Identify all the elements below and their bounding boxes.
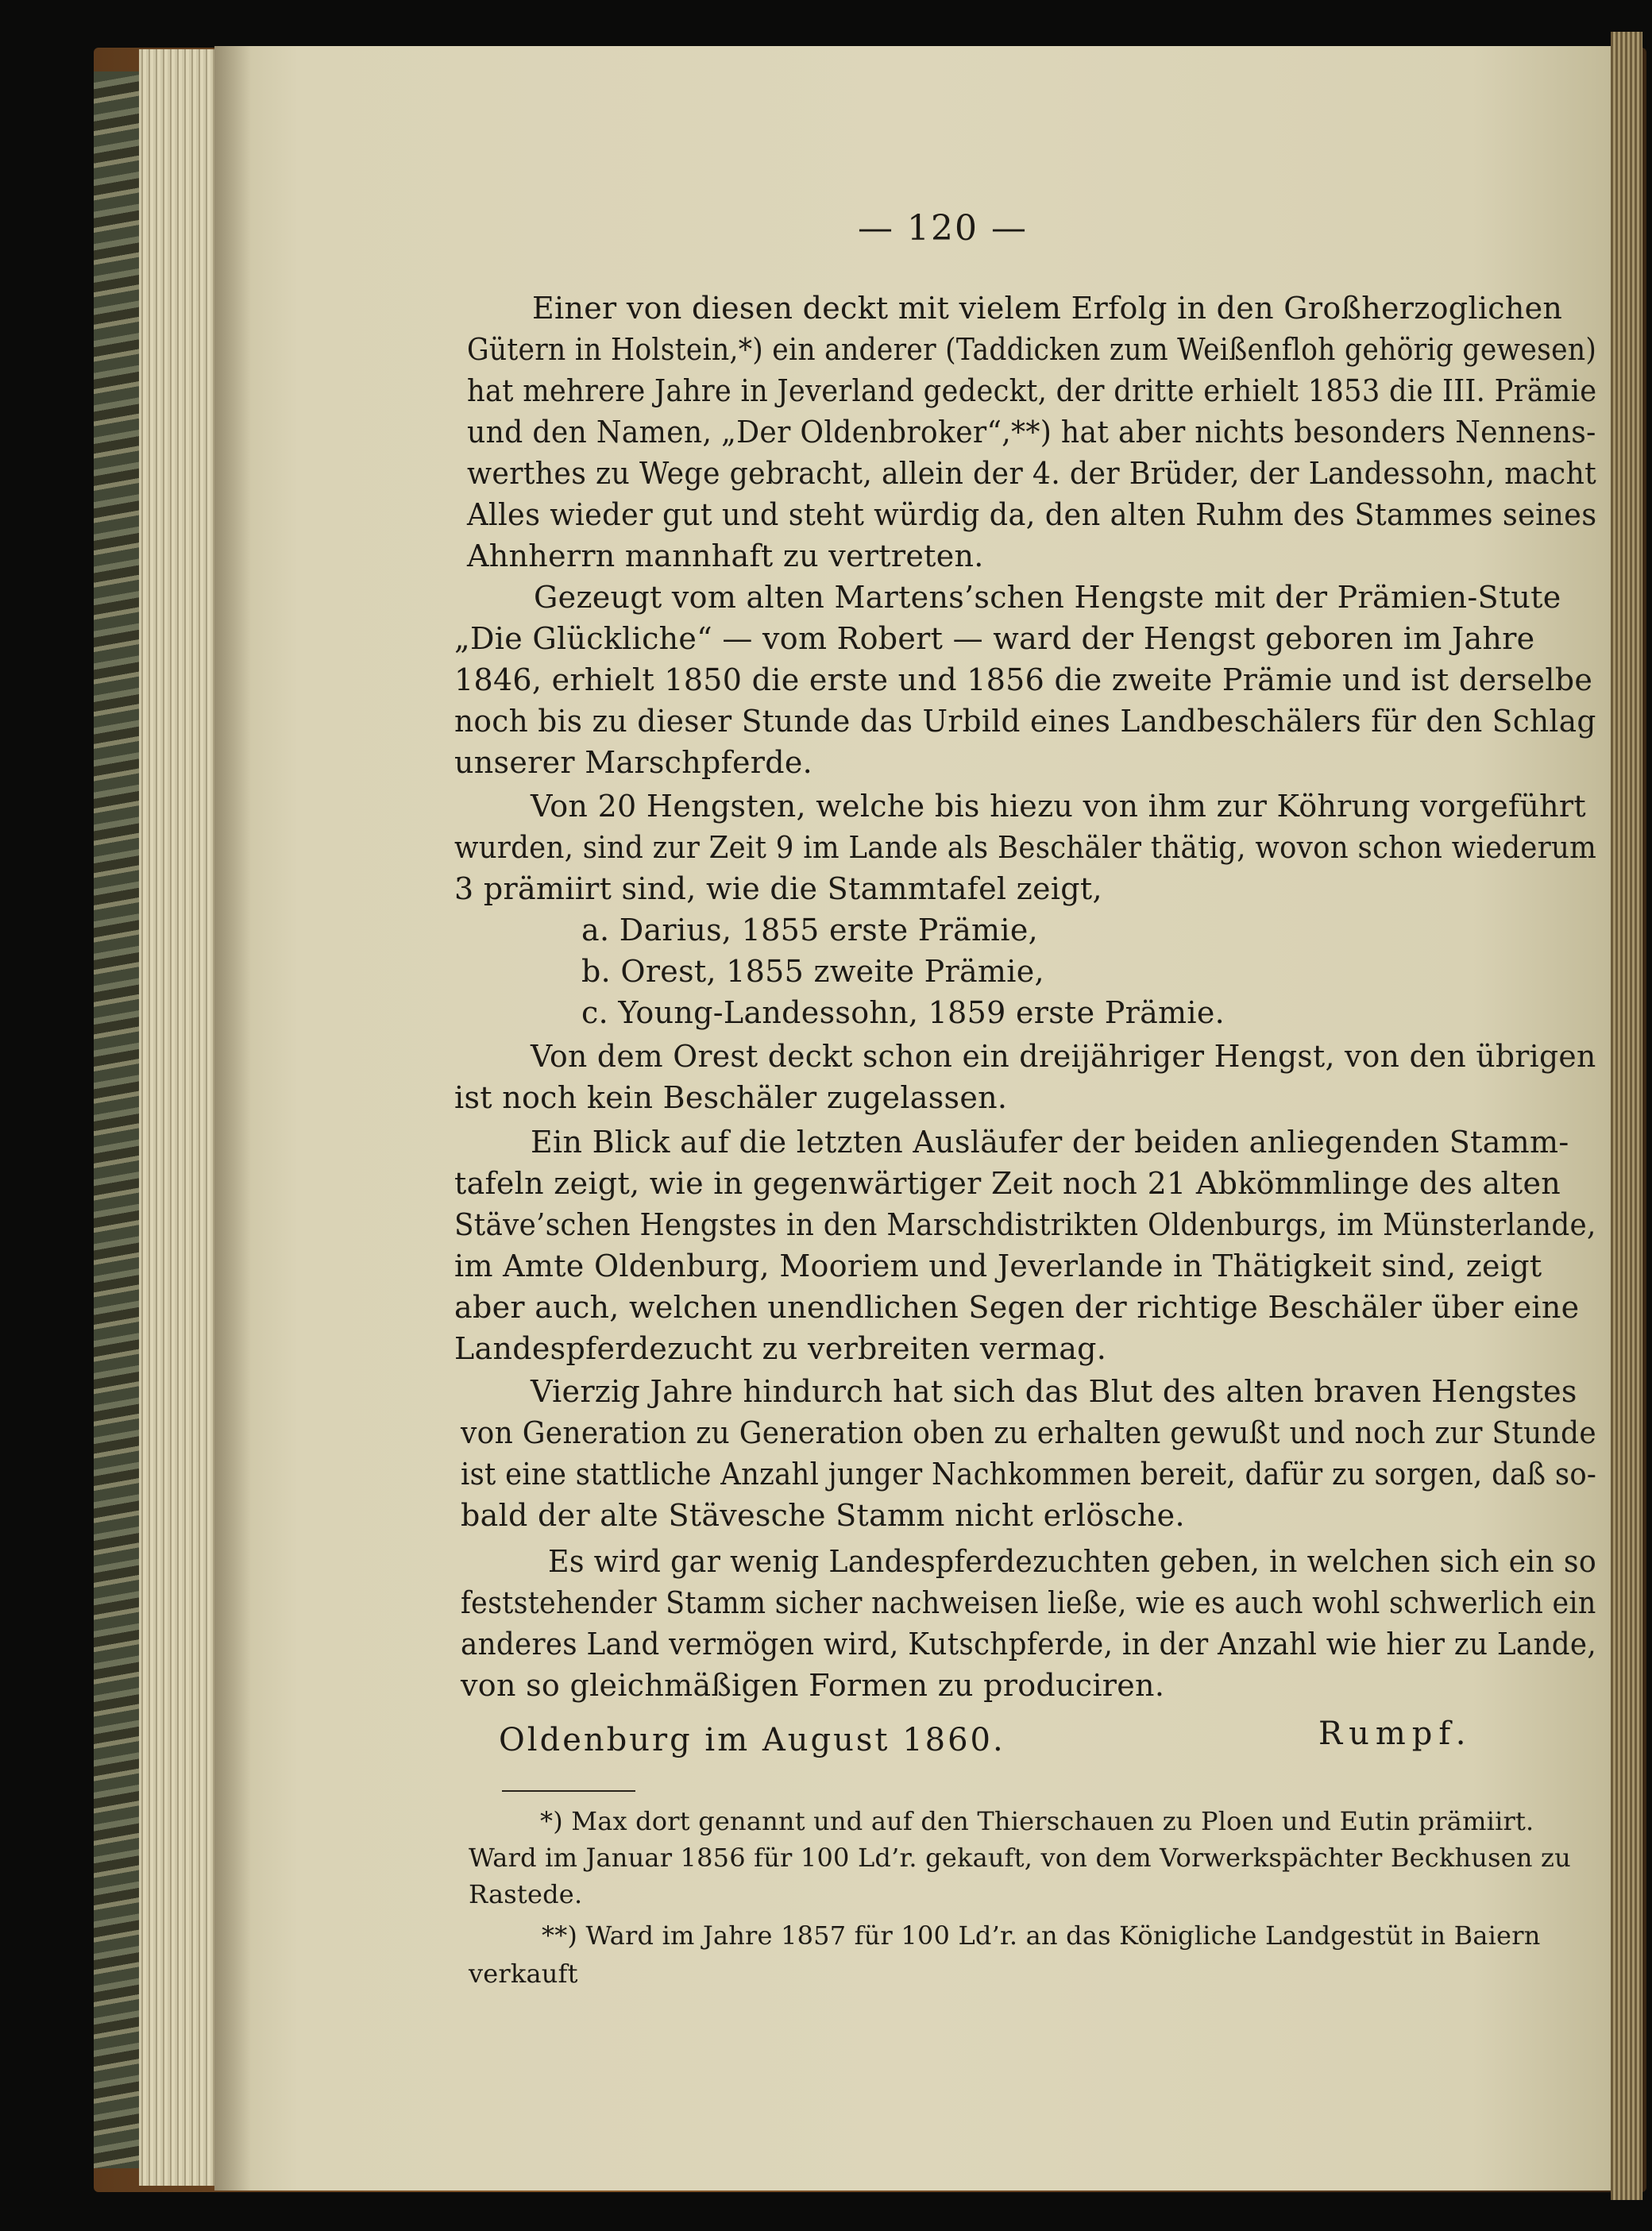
body-line: und den Namen, „Der Oldenbroker“,**) hat aber nichts besonders Nennens- — [467, 415, 1596, 450]
signature-place-date: Oldenburg im August 1860. — [499, 1722, 1005, 1758]
body-line: hat mehrere Jahre in Jeverland gedeckt, der dritte erhielt 1853 die III. Prämie — [467, 373, 1597, 408]
body-line: Gütern in Holstein,*) ein anderer (Taddicken zum Weißenfloh gehörig gewesen) — [467, 332, 1597, 367]
footnote-line: *) Max dort genannt und auf den Thierschauen zu Ploen und Eutin prämiirt. — [540, 1806, 1534, 1836]
body-line: 1846, erhielt 1850 die erste und 1856 die zweite Prämie und ist derselbe — [454, 662, 1593, 697]
body-line: Stäve’schen Hengstes in den Marschdistrikten Oldenburgs, im Münsterlande, — [454, 1207, 1596, 1242]
footnote-rule — [502, 1790, 635, 1792]
body-line: Von dem Orest deckt schon ein dreijähriger Hengst, von den übrigen — [531, 1039, 1596, 1074]
body-line: anderes Land vermögen wird, Kutschpferde, in der Anzahl wie hier zu Lande, — [461, 1627, 1596, 1662]
left-page-edges — [139, 49, 218, 2186]
footnote-line: Ward im Januar 1856 für 100 Ld’r. gekauft, von dem Vorwerkspächter Beckhusen zu — [469, 1843, 1571, 1873]
list-item: c. Young-Landessohn, 1859 erste Prämie. — [581, 995, 1225, 1030]
body-line: aber auch, welchen unendlichen Segen der richtige Beschäler über eine — [454, 1290, 1580, 1325]
right-page-edges — [1611, 32, 1642, 2200]
signature-author: Rumpf. — [1318, 1716, 1473, 1752]
body-line: Es wird gar wenig Landespferdezuchten geben, in welchen sich ein so — [548, 1544, 1597, 1579]
page-gutter-shadow — [214, 46, 251, 2190]
marbled-endpaper — [94, 71, 141, 2168]
body-line: „Die Glückliche“ — vom Robert — ward der Hengst geboren im Jahre — [454, 621, 1535, 656]
body-line: werthes zu Wege gebracht, allein der 4. der Brüder, der Landessohn, macht — [467, 456, 1597, 491]
body-line: im Amte Oldenburg, Mooriem und Jeverlande in Thätigkeit sind, zeigt — [454, 1249, 1542, 1283]
body-line: bald der alte Stävesche Stamm nicht erlösche. — [461, 1498, 1185, 1533]
body-line: Vierzig Jahre hindurch hat sich das Blut des alten braven Hengstes — [531, 1374, 1577, 1409]
body-line: Von 20 Hengsten, welche bis hiezu von ihm zur Köhrung vorgeführt — [531, 789, 1586, 824]
body-line: Ein Blick auf die letzten Ausläufer der beiden anliegenden Stamm- — [531, 1125, 1569, 1160]
body-line: Gezeugt vom alten Martens’schen Hengste mit der Prämien-Stute — [534, 580, 1561, 615]
body-line: wurden, sind zur Zeit 9 im Lande als Beschäler thätig, wovon schon wiederum — [454, 830, 1597, 865]
footnote-line: Rastede. — [469, 1879, 583, 1909]
body-line: von Generation zu Generation oben zu erhalten gewußt und noch zur Stunde — [461, 1415, 1596, 1450]
footnote-line: **) Ward im Jahre 1857 für 100 Ld’r. an das Königliche Landgestüt in Baiern — [542, 1920, 1541, 1951]
body-line: Einer von diesen deckt mit vielem Erfolg in den Großherzoglichen — [532, 291, 1563, 326]
list-item: a. Darius, 1855 erste Prämie, — [581, 913, 1039, 948]
body-line: feststehender Stamm sicher nachweisen ließe, wie es auch wohl schwerlich ein — [461, 1585, 1596, 1620]
body-line: von so gleichmäßigen Formen zu produciren. — [461, 1668, 1165, 1703]
body-line: tafeln zeigt, wie in gegenwärtiger Zeit noch 21 Abkömmlinge des alten — [454, 1166, 1561, 1201]
footnote-line: verkauft — [469, 1959, 578, 1989]
body-line: ist eine stattliche Anzahl junger Nachkommen bereit, dafür zu sorgen, daß so- — [461, 1457, 1597, 1492]
body-line: Ahnherrn mannhaft zu vertreten. — [467, 538, 984, 573]
list-item: b. Orest, 1855 zweite Prämie, — [581, 954, 1044, 989]
body-line: noch bis zu dieser Stunde das Urbild eines Landbeschälers für den Schlag — [454, 704, 1596, 739]
body-line: Alles wieder gut und steht würdig da, den alten Ruhm des Stammes seines — [467, 497, 1597, 532]
body-line: ist noch kein Beschäler zugelassen. — [454, 1080, 1008, 1115]
body-line: Landespferdezucht zu verbreiten vermag. — [454, 1331, 1107, 1366]
body-line: 3 prämiirt sind, wie die Stammtafel zeigt, — [454, 871, 1102, 906]
page-number: — 120 — — [858, 208, 1028, 249]
body-line: unserer Marschpferde. — [454, 745, 813, 780]
